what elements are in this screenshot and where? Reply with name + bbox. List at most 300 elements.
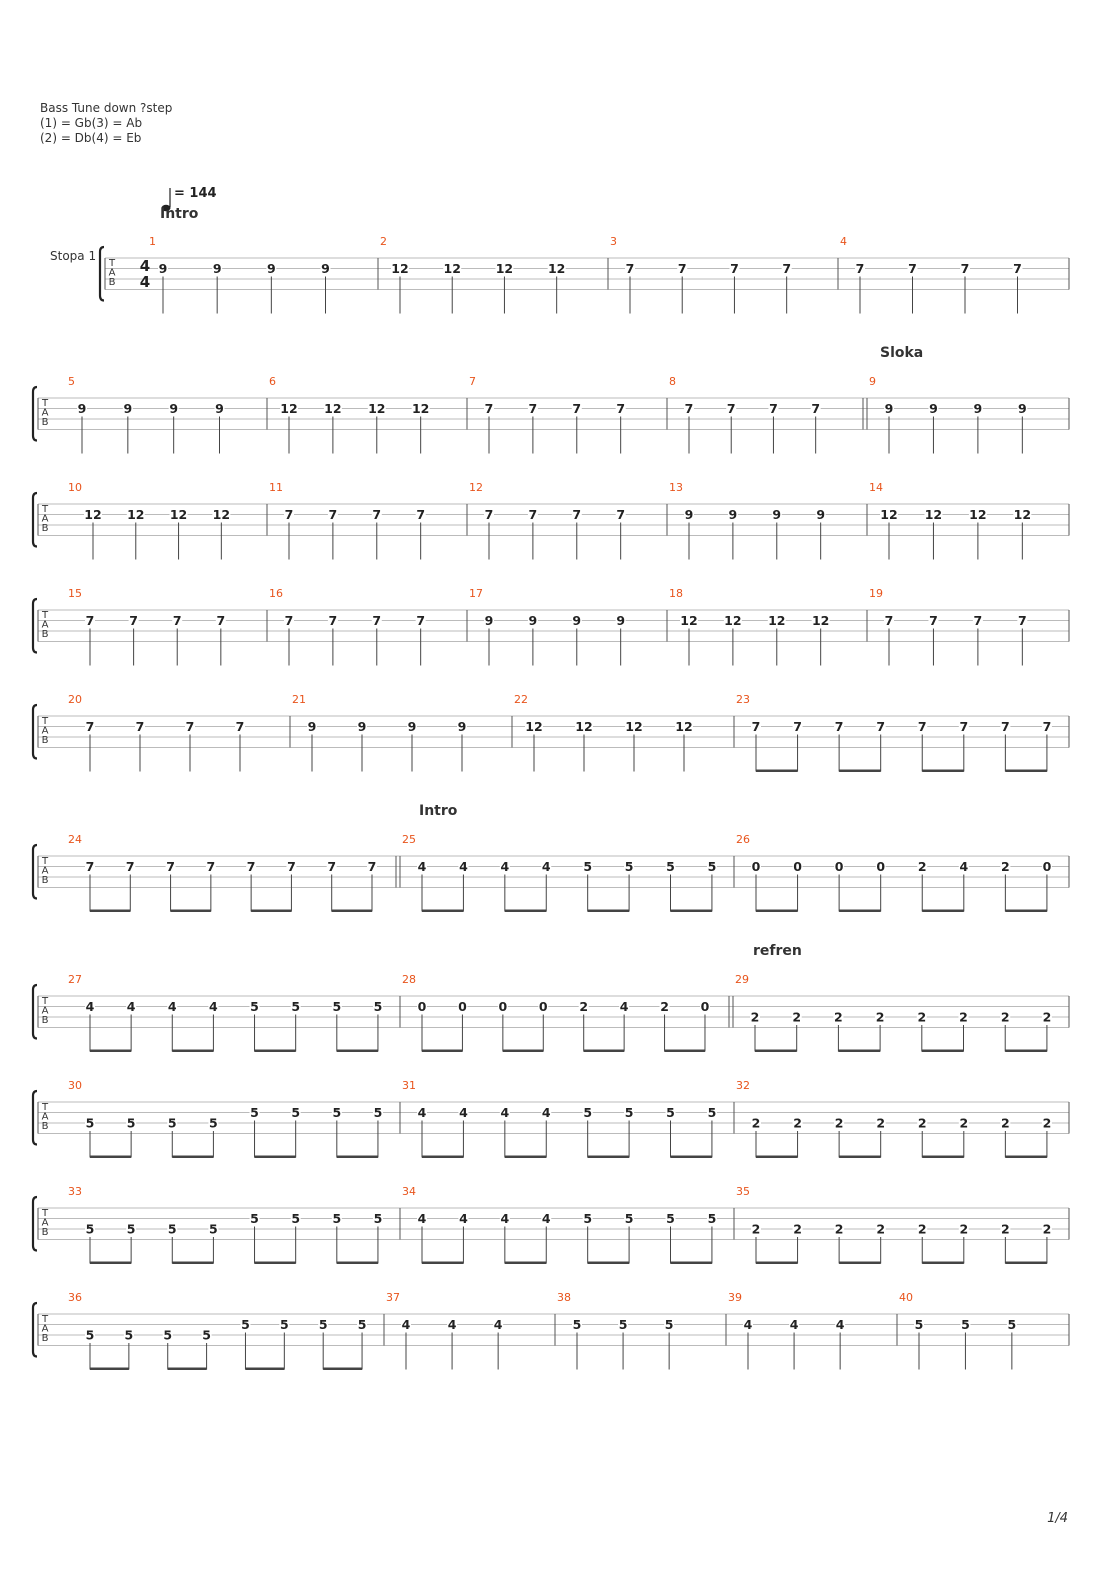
fret-number: 12	[324, 401, 342, 416]
fret-number: 4	[447, 1317, 457, 1332]
tab-clef-letter: T	[41, 610, 49, 621]
fret-number: 7	[1001, 719, 1010, 734]
measure-number: 38	[557, 1291, 571, 1304]
tab-clef-letter: T	[41, 504, 49, 515]
fret-number: 5	[291, 1105, 301, 1120]
fret-number: 9	[266, 261, 276, 276]
fret-number: 7	[85, 613, 95, 628]
fret-number: 2	[834, 1221, 844, 1237]
fret-number: 4	[459, 859, 468, 874]
fret-number: 7	[166, 859, 175, 874]
fret-number: 4	[541, 1105, 551, 1120]
eighth-beam	[756, 910, 798, 913]
eighth-beam	[838, 1050, 880, 1053]
eighth-beam	[756, 1262, 798, 1265]
eighth-beam	[584, 1050, 624, 1053]
fret-number: 9	[407, 719, 417, 734]
measure-number: 19	[869, 587, 883, 600]
measure-number: 4	[840, 235, 847, 248]
eighth-beam	[172, 1156, 213, 1159]
measure	[68, 973, 383, 1052]
fret-number: 5	[291, 999, 301, 1014]
fret-number: 12	[880, 507, 898, 522]
fret-number: 7	[327, 859, 337, 874]
fret-number: 5	[664, 1317, 674, 1332]
fret-number: 2	[834, 1115, 844, 1131]
measure-number: 35	[736, 1185, 750, 1198]
tab-clef-letter: A	[41, 407, 49, 419]
fret-number: 5	[707, 1105, 717, 1120]
fret-number: 7	[834, 719, 844, 734]
fret-number: 4	[959, 859, 969, 874]
measure	[378, 235, 566, 314]
fret-number: 7	[616, 507, 626, 522]
track-name: Stopa 1	[50, 249, 97, 263]
fret-number: 5	[583, 859, 593, 874]
tab-clef-letter: B	[41, 417, 49, 429]
fret-number: 9	[158, 261, 168, 276]
fret-number: 5	[85, 1327, 95, 1343]
eighth-beam	[505, 1262, 546, 1265]
fret-number: 7	[677, 261, 687, 276]
system-bracket	[33, 599, 37, 653]
eighth-beam	[90, 1368, 129, 1371]
measure	[734, 833, 1052, 912]
fret-number: 5	[291, 1211, 301, 1226]
measure-number: 5	[68, 375, 75, 388]
fret-number: 5	[163, 1327, 173, 1343]
fret-number: 7	[917, 719, 927, 734]
eighth-beam	[251, 910, 291, 913]
measure-number: 3	[610, 235, 617, 248]
fret-number: 5	[373, 1211, 383, 1226]
measure	[68, 1291, 367, 1370]
eighth-beam	[671, 910, 712, 913]
measure	[726, 1291, 845, 1370]
eighth-beam	[337, 1050, 378, 1053]
fret-number: 7	[726, 401, 736, 416]
fret-number: 7	[959, 719, 969, 734]
fret-number: 12	[525, 719, 543, 734]
fret-number: 2	[1042, 1115, 1052, 1131]
fret-number: 4	[459, 1211, 468, 1226]
fret-number: 7	[416, 507, 426, 522]
fret-number: 7	[125, 859, 135, 874]
fret-number: 5	[85, 1115, 95, 1131]
tab-clef-letter: T	[41, 716, 49, 727]
eighth-beam	[756, 1156, 798, 1159]
fret-number: 5	[618, 1317, 628, 1332]
measure	[68, 833, 396, 912]
fret-number: 7	[416, 613, 426, 628]
fret-number: 5	[624, 859, 634, 874]
fret-number: 4	[493, 1317, 503, 1332]
fret-number: 7	[684, 401, 694, 416]
fret-number: 5	[583, 1105, 593, 1120]
fret-number: 2	[917, 859, 927, 874]
system-bracket	[33, 845, 37, 899]
fret-number: 7	[284, 507, 294, 522]
measure	[267, 587, 426, 666]
fret-number: 12	[368, 401, 386, 416]
measure-number: 34	[402, 1185, 416, 1198]
fret-number: 7	[876, 719, 886, 734]
fret-number: 7	[616, 401, 626, 416]
measure-number: 11	[269, 481, 283, 494]
measure-number: 27	[68, 973, 82, 986]
tuning-line-2: (2) = Db(4) = Eb	[40, 131, 142, 145]
tab-clef-letter: T	[41, 1102, 49, 1113]
fret-number: 2	[750, 1009, 760, 1025]
fret-number: 12	[724, 613, 742, 628]
fret-number: 9	[929, 401, 938, 416]
measure-number: 25	[402, 833, 416, 846]
time-signature-top: 4	[139, 257, 151, 275]
tab-clef-letter: T	[41, 1208, 49, 1219]
measure	[149, 235, 331, 314]
fret-number: 7	[1042, 719, 1052, 734]
tab-clef-letter: A	[41, 1111, 49, 1123]
measure	[267, 481, 426, 560]
fret-number: 2	[1001, 1115, 1010, 1131]
measure-number: 7	[469, 375, 476, 388]
fret-number: 4	[417, 859, 427, 874]
fret-number: 7	[528, 507, 538, 522]
measure	[555, 1291, 674, 1370]
fret-number: 5	[332, 1105, 342, 1120]
fret-number: 2	[959, 1009, 968, 1025]
tab-clef-letter: B	[41, 735, 49, 747]
fret-number: 9	[884, 401, 894, 416]
fret-number: 5	[318, 1317, 328, 1332]
fret-number: 9	[1017, 401, 1027, 416]
eighth-beam	[323, 1368, 362, 1371]
fret-number: 5	[167, 1115, 177, 1131]
fret-number: 5	[666, 1211, 675, 1226]
tab-clef-letter: B	[41, 1227, 49, 1239]
measure-number: 14	[869, 481, 883, 494]
tab-clef-letter: T	[41, 1314, 49, 1325]
fret-number: 12	[924, 507, 943, 522]
fret-number: 5	[373, 999, 383, 1014]
fret-number: 5	[250, 999, 259, 1014]
eighth-beam	[922, 770, 964, 773]
measure-number: 18	[669, 587, 683, 600]
fret-number: 7	[135, 719, 145, 734]
section-label: refren	[753, 943, 802, 959]
fret-number: 4	[167, 999, 177, 1014]
fret-number: 4	[541, 859, 551, 874]
eighth-beam	[90, 1050, 131, 1053]
fret-number: 7	[973, 613, 983, 628]
system-bracket	[33, 985, 37, 1039]
measure-number: 24	[68, 833, 82, 846]
fret-number: 2	[793, 1115, 802, 1131]
fret-number: 9	[772, 507, 782, 522]
measure-number: 20	[68, 693, 82, 706]
fret-number: 4	[401, 1317, 411, 1332]
tempo-marking: = 144	[174, 186, 217, 201]
fret-number: 5	[332, 999, 342, 1014]
fret-number: 5	[624, 1105, 634, 1120]
fret-number: 7	[367, 859, 377, 874]
fret-number: 9	[973, 401, 983, 416]
fret-number: 9	[307, 719, 317, 734]
tuning-line-1: (1) = Gb(3) = Ab	[40, 116, 143, 130]
system-bracket	[33, 387, 37, 441]
eighth-beam	[168, 1368, 207, 1371]
fret-number: 2	[1000, 1009, 1010, 1025]
measure-number: 29	[735, 973, 749, 986]
eighth-beam	[671, 1156, 712, 1159]
eighth-beam	[422, 1156, 463, 1159]
eighth-beam	[588, 910, 629, 913]
measure-number: 22	[514, 693, 528, 706]
measure	[467, 375, 626, 454]
measure-number: 33	[68, 1185, 82, 1198]
fret-number: 4	[500, 859, 510, 874]
tab-clef-letter: B	[41, 1333, 49, 1345]
fret-number: 2	[579, 999, 589, 1014]
fret-number: 12	[675, 719, 693, 734]
fret-number: 9	[215, 401, 224, 416]
fret-number: 9	[684, 507, 694, 522]
fret-number: 7	[85, 859, 95, 874]
measure	[608, 235, 792, 314]
eighth-beam	[1005, 1156, 1047, 1159]
fret-number: 7	[572, 507, 582, 522]
fret-number: 0	[793, 859, 802, 874]
tab-clef-letter: B	[108, 277, 116, 289]
fret-number: 4	[417, 1105, 427, 1120]
fret-number: 0	[538, 999, 548, 1014]
fret-number: 4	[743, 1317, 753, 1332]
eighth-beam	[755, 1050, 797, 1053]
eighth-beam	[756, 770, 798, 773]
fret-number: 4	[500, 1211, 510, 1226]
fret-number: 2	[792, 1009, 802, 1025]
tab-system	[33, 587, 1069, 666]
tab-clef-letter: B	[41, 875, 49, 887]
fret-number: 4	[789, 1317, 799, 1332]
fret-number: 12	[547, 261, 566, 276]
eighth-beam	[922, 910, 964, 913]
fret-number: 5	[85, 1221, 95, 1237]
measure	[867, 481, 1031, 560]
measure	[667, 587, 830, 666]
page-number: 1/4	[1047, 1511, 1068, 1526]
eighth-beam	[172, 1262, 213, 1265]
fret-number: 12	[411, 401, 430, 416]
fret-number: 7	[793, 719, 802, 734]
tab-clef-letter: B	[41, 1121, 49, 1133]
eighth-beam	[255, 1156, 296, 1159]
fret-number: 2	[917, 1221, 927, 1237]
tab-clef-letter: A	[41, 865, 49, 877]
tab-system	[33, 1079, 1069, 1158]
measure	[400, 973, 729, 1052]
measure-number: 26	[736, 833, 750, 846]
eighth-beam	[422, 1262, 463, 1265]
measure-number: 23	[736, 693, 750, 706]
fret-number: 7	[328, 507, 338, 522]
measure	[267, 375, 430, 454]
fret-number: 12	[625, 719, 643, 734]
tab-clef-letter: T	[41, 856, 49, 867]
eighth-beam	[1005, 910, 1047, 913]
tab-system	[33, 693, 1069, 772]
system-bracket	[33, 705, 37, 759]
measure	[867, 375, 1027, 454]
fret-number: 2	[959, 1221, 969, 1237]
fret-number: 9	[728, 507, 738, 522]
measure	[290, 693, 467, 772]
tab-system	[33, 973, 1069, 1052]
fret-number: 7	[730, 261, 739, 276]
fret-number: 9	[357, 719, 367, 734]
eighth-beam	[839, 770, 881, 773]
fret-number: 5	[126, 1221, 136, 1237]
measure-number: 1	[149, 235, 156, 248]
fret-number: 5	[373, 1105, 383, 1120]
fret-number: 12	[443, 261, 461, 276]
eighth-beam	[255, 1050, 296, 1053]
eighth-beam	[90, 1156, 131, 1159]
eighth-beam	[332, 910, 372, 913]
tuning-title: Bass Tune down ?step	[40, 101, 173, 115]
fret-number: 2	[875, 1009, 885, 1025]
section-label: Sloka	[880, 345, 924, 361]
measure	[400, 833, 717, 912]
measure-number: 15	[68, 587, 82, 600]
fret-number: 7	[1017, 613, 1027, 628]
fret-number: 2	[793, 1221, 802, 1237]
fret-number: 7	[129, 613, 138, 628]
tab-clef-letter: A	[41, 513, 49, 525]
fret-number: 5	[1007, 1317, 1017, 1332]
fret-number: 0	[751, 859, 761, 874]
measure	[867, 587, 1027, 666]
fret-number: 2	[1001, 859, 1010, 874]
tab-system	[33, 375, 1069, 454]
fret-number: 5	[126, 1115, 136, 1131]
fret-number: 7	[372, 507, 382, 522]
fret-number: 7	[216, 613, 226, 628]
fret-number: 9	[816, 507, 826, 522]
eighth-beam	[90, 1262, 131, 1265]
fret-number: 4	[126, 999, 136, 1014]
fret-number: 2	[917, 1009, 927, 1025]
measure	[667, 481, 826, 560]
tab-clef-letter: T	[108, 258, 116, 269]
measure	[733, 973, 1052, 1052]
fret-number: 7	[185, 719, 195, 734]
tab-system	[33, 833, 1069, 912]
fret-number: 12	[169, 507, 188, 522]
measure-number: 13	[669, 481, 683, 494]
eighth-beam	[505, 910, 546, 913]
fret-number: 12	[768, 613, 786, 628]
eighth-beam	[671, 1262, 712, 1265]
fret-number: 5	[209, 1221, 218, 1237]
fret-number: 9	[123, 401, 133, 416]
fret-number: 7	[484, 507, 494, 522]
measure	[897, 1291, 1017, 1370]
fret-number: 5	[707, 859, 717, 874]
fret-number: 4	[541, 1211, 551, 1226]
eighth-beam	[922, 1156, 964, 1159]
eighth-beam	[505, 1156, 546, 1159]
fret-number: 5	[572, 1317, 582, 1332]
fret-number: 0	[700, 999, 710, 1014]
fret-number: 4	[500, 1105, 510, 1120]
tab-clef-letter: A	[41, 619, 49, 631]
fret-number: 7	[172, 613, 182, 628]
measure-number: 2	[380, 235, 387, 248]
fret-number: 7	[884, 613, 894, 628]
measure-number: 12	[469, 481, 483, 494]
measure-number: 31	[402, 1079, 416, 1092]
fret-number: 5	[332, 1211, 342, 1226]
fret-number: 7	[625, 261, 635, 276]
fret-number: 2	[1042, 1009, 1052, 1025]
measure-number: 8	[669, 375, 676, 388]
fret-number: 0	[417, 999, 427, 1014]
fret-number: 12	[575, 719, 593, 734]
eighth-beam	[337, 1156, 378, 1159]
fret-number: 9	[572, 613, 582, 628]
fret-number: 12	[280, 401, 298, 416]
measure	[667, 375, 863, 454]
measure-number: 36	[68, 1291, 82, 1304]
tab-clef-letter: A	[108, 267, 116, 279]
fret-number: 12	[212, 507, 231, 522]
eighth-beam	[255, 1262, 296, 1265]
eighth-beam	[172, 1050, 213, 1053]
measure-number: 32	[736, 1079, 750, 1092]
measure-number: 30	[68, 1079, 82, 1092]
fret-number: 9	[528, 613, 538, 628]
fret-number: 5	[583, 1211, 593, 1226]
measure	[734, 693, 1052, 772]
fret-number: 12	[127, 507, 145, 522]
measure	[400, 1079, 717, 1158]
fret-number: 7	[246, 859, 256, 874]
fret-number: 5	[202, 1327, 211, 1343]
fret-number: 12	[1013, 507, 1032, 522]
eighth-beam	[1005, 1262, 1047, 1265]
eighth-beam	[922, 1262, 964, 1265]
fret-number: 2	[876, 1115, 886, 1131]
fret-number: 7	[908, 261, 917, 276]
fret-number: 5	[124, 1327, 134, 1343]
fret-number: 7	[235, 719, 245, 734]
fret-number: 9	[77, 401, 87, 416]
fret-number: 2	[1042, 1221, 1052, 1237]
eighth-beam	[171, 910, 211, 913]
fret-number: 5	[624, 1211, 634, 1226]
fret-number: 4	[459, 1105, 468, 1120]
tab-clef-letter: T	[41, 996, 49, 1007]
fret-number: 2	[959, 1115, 969, 1131]
measure	[68, 587, 226, 666]
system-bracket	[33, 1091, 37, 1145]
measure	[68, 481, 230, 560]
eighth-beam	[503, 1050, 543, 1053]
fret-number: 9	[457, 719, 467, 734]
tab-system	[33, 1291, 1069, 1370]
measure-number: 28	[402, 973, 416, 986]
